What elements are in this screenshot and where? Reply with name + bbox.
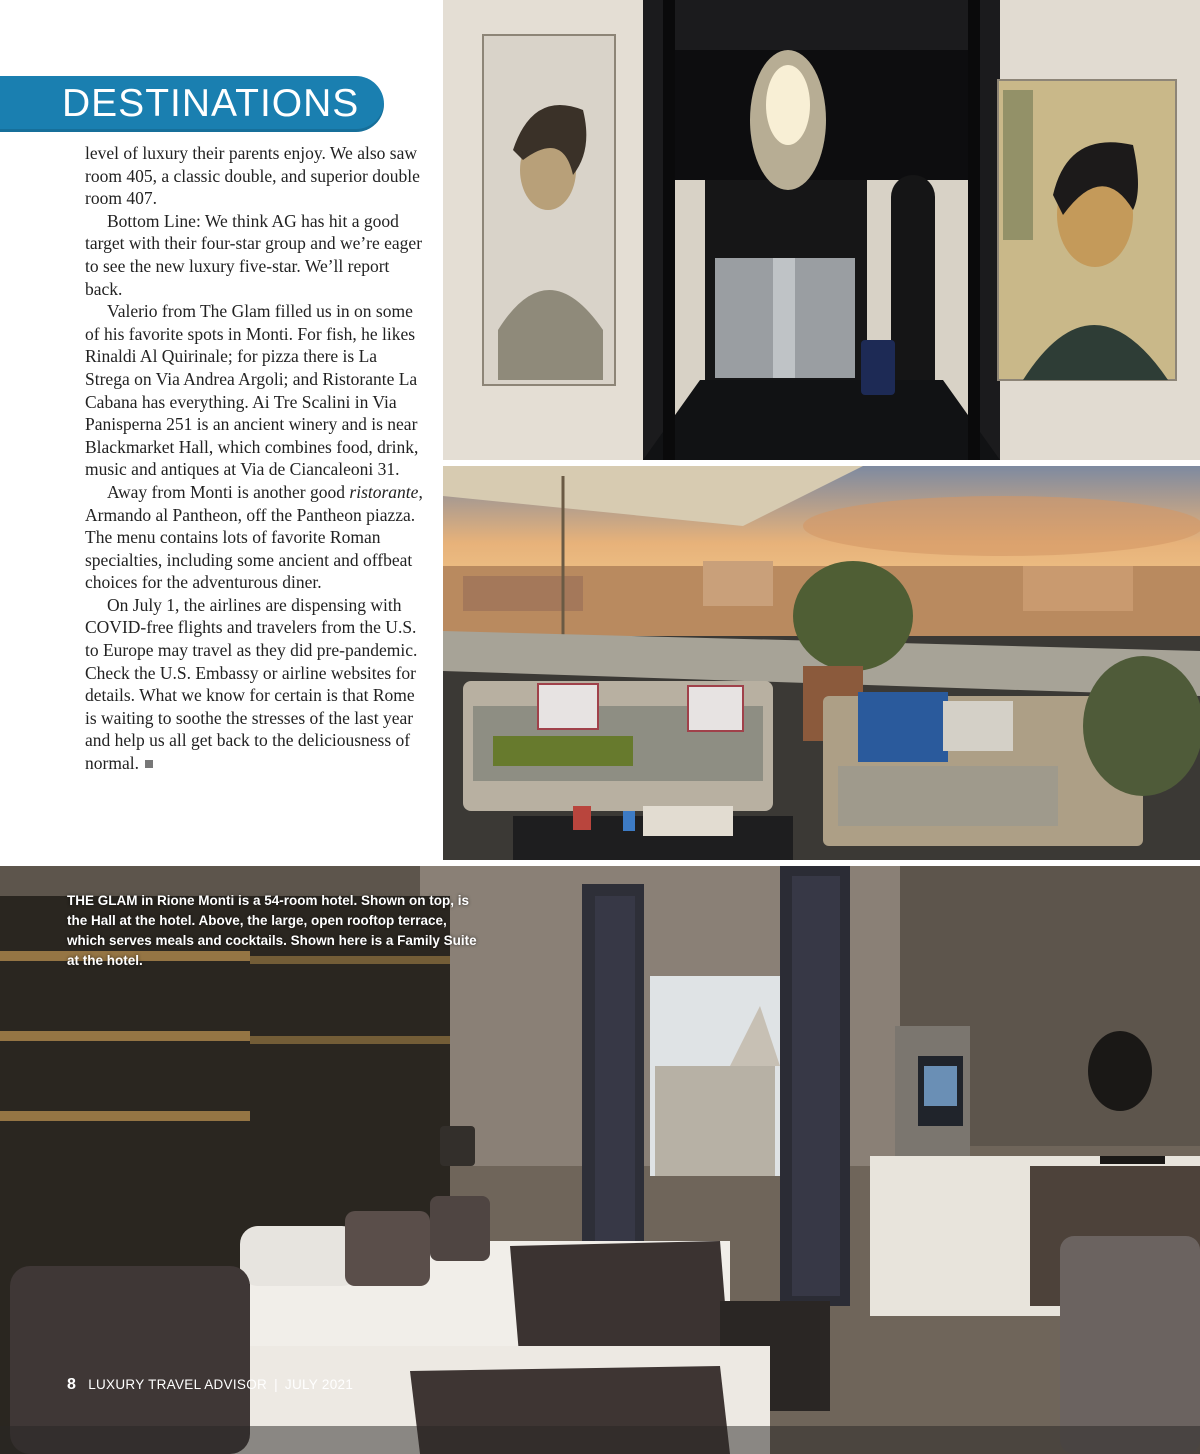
paragraph-4: [85, 481, 425, 594]
issue-date: JULY 2021: [284, 1377, 354, 1392]
photo-caption: THE GLAM in Rione Monti is a 54-room hotel. Shown on top, is the Hall at the hotel. Above, the large, open rooftop terrace, which serves meals and cocktails. Shown here is a Family Suite at the hotel.: [67, 893, 477, 968]
paragraph-1: level of luxury their parents enjoy. We also saw room 405, a classic double, and superior double room 407.: [85, 143, 420, 209]
paragraph-4-lead: Away from Monti is another good: [107, 481, 350, 502]
paragraph-5-text: On July 1, the airlines are dispensing with COVID-free flights and travelers from the U.S. to Europe may travel as they did pre-pandemic. Check the U.S. Embassy or airline websites for details. What we know for certain is that Rome is waiting to soothe the stresses of the last year and help us all get back to the deliciousness of normal.: [85, 594, 418, 774]
publication-name: LUXURY TRAVEL ADVISOR: [88, 1377, 268, 1392]
paragraph-2: Bottom Line: We think AG has hit a good target with their four-star group and we’re eager to see the new luxury five-star. We’ll report back.: [85, 210, 423, 299]
page-footer: [67, 1376, 353, 1394]
hall-photo: [443, 0, 1200, 460]
footer-separator: |: [274, 1377, 278, 1392]
page-number: 8: [67, 1376, 77, 1393]
end-mark: [145, 760, 153, 768]
paragraph-4-rest: , Armando al Pantheon, off the Pantheon piazza. The menu contains lots of favorite Roman specialties, including some ancient and offbeat choices for the adventurous diner.: [85, 481, 423, 593]
paragraph-5: [85, 594, 425, 775]
section-tab: [0, 76, 384, 132]
section-label: DESTINATIONS: [62, 82, 360, 125]
rooftop-terrace-photo: [443, 466, 1200, 860]
paragraph-4-italic: ristorante: [349, 481, 419, 502]
paragraph-3: Valerio from The Glam filled us in on some of his favorite spots in Monti. For fish, he likes Rinaldi Al Quirinale; for pizza there is La Strega on Via Andrea Argoli; and Ristorante La Cabana has everything. Ai Tre Scalini in Via Panisperna 251 is an ancient winery and is near Blackmarket Hall, which combines food, drink, music and antiques at Via de Ciancaleoni 31.: [85, 301, 419, 480]
article-body: [85, 142, 425, 775]
